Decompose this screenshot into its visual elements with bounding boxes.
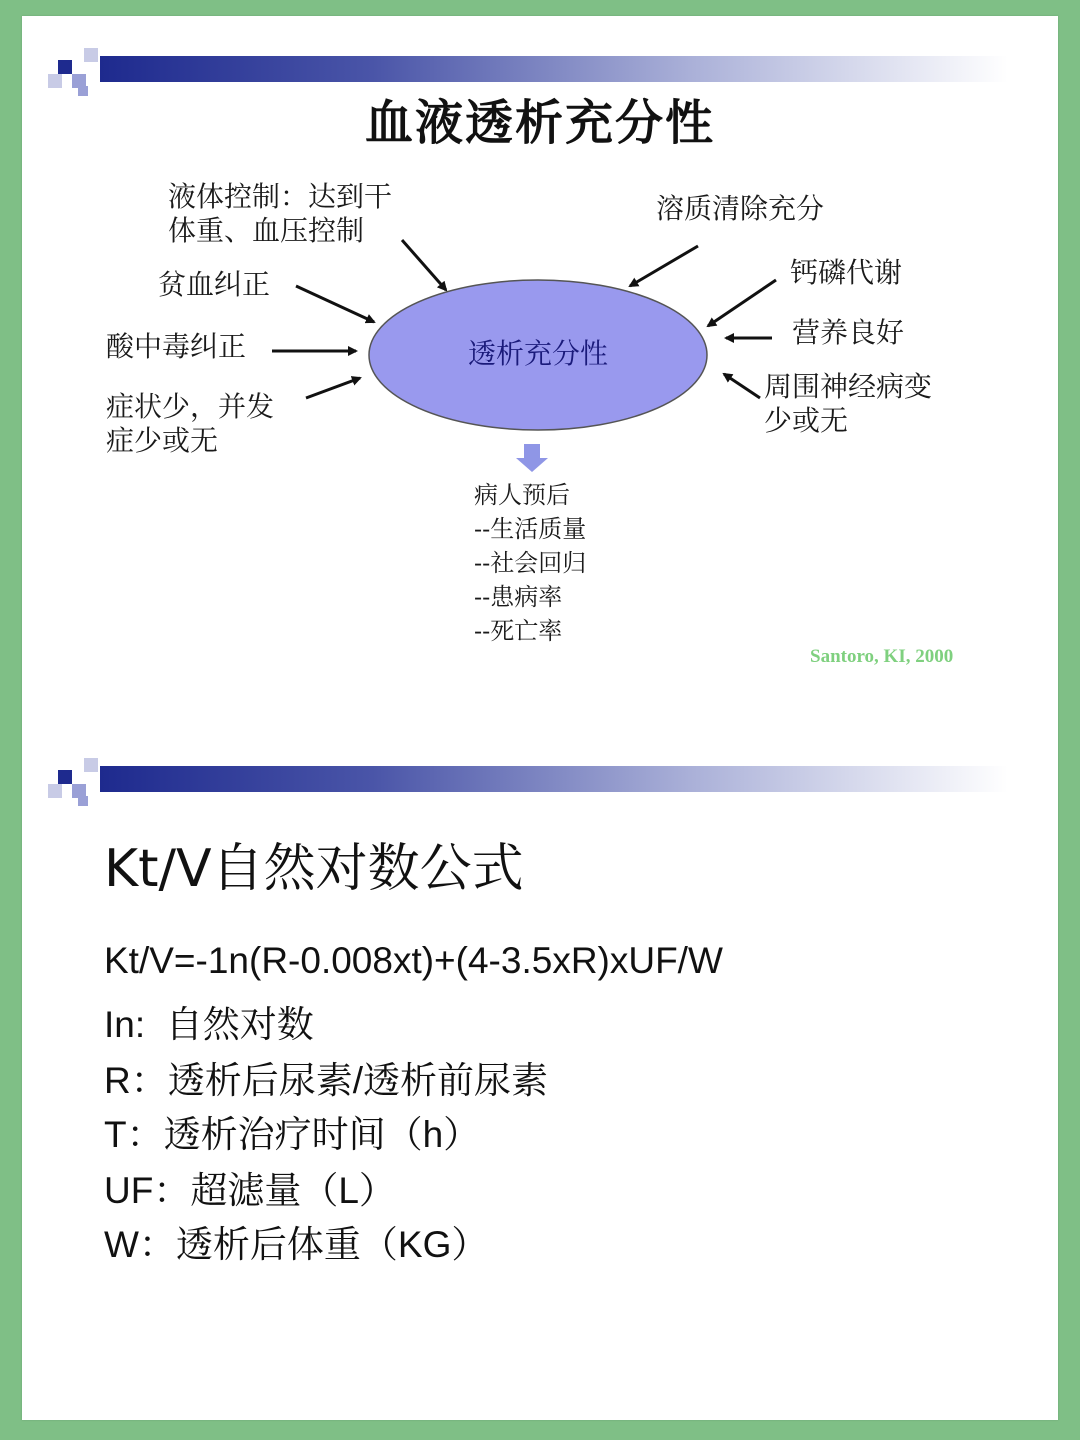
definition-t: T：透析治疗时间（h） [104, 1114, 481, 1155]
definition-w: W：透析后体重（KG） [104, 1224, 489, 1265]
label-neuropathy-line2: 少或无 [764, 404, 849, 437]
bar-gradient [100, 766, 1008, 792]
arrow-anemia [296, 286, 374, 322]
slide2-title: Kt/V自然对数公式 [104, 839, 524, 899]
bar-square [84, 758, 98, 772]
formula-line: Kt/V=-1n(R-0.008xt)+(4-3.5xR)xUF/W [104, 940, 723, 981]
label-acidosis: 酸中毒纠正 [106, 330, 247, 363]
slide1-title: 血液透析充分性 [364, 95, 715, 151]
label-calcium: 钙磷代谢 [790, 256, 903, 289]
arrow-calcium [708, 280, 776, 326]
definition-uf: UF：超滤量（L） [104, 1170, 396, 1211]
center-label: 透析充分性 [467, 337, 608, 370]
label-anemia: 贫血纠正 [158, 268, 271, 301]
definition-r: R：透析后尿素/透析前尿素 [104, 1060, 548, 1101]
outcomes-heading: 病人预后 [474, 481, 570, 509]
bar-square [48, 784, 62, 798]
arrow-neuropathy [724, 374, 760, 398]
arrow-symptoms [306, 378, 360, 398]
outcome-item: --死亡率 [474, 617, 563, 645]
bar-square [78, 796, 88, 806]
bar-square [58, 770, 72, 784]
label-solute: 溶质清除充分 [656, 192, 825, 225]
outcome-item: --社会回归 [474, 549, 587, 577]
outcome-item: --生活质量 [474, 515, 587, 543]
definition-ln: In: 自然对数 [104, 1004, 314, 1045]
down-arrow-icon [516, 444, 548, 472]
header-bar-2 [48, 766, 1008, 792]
label-nutrition: 营养良好 [792, 316, 905, 349]
label-fluid-line2: 体重、血压控制 [168, 214, 365, 247]
label-neuropathy-line1: 周围神经病变 [764, 370, 933, 403]
outcome-item: --患病率 [474, 583, 563, 611]
label-fluid-line1: 液体控制：达到干 [168, 180, 393, 213]
arrow-fluid [402, 240, 446, 290]
label-symptoms-line2: 症少或无 [106, 424, 219, 457]
citation: Santoro, KI, 2000 [810, 646, 954, 667]
label-symptoms-line1: 症状少，并发 [106, 390, 275, 423]
arrow-solute [630, 246, 698, 286]
